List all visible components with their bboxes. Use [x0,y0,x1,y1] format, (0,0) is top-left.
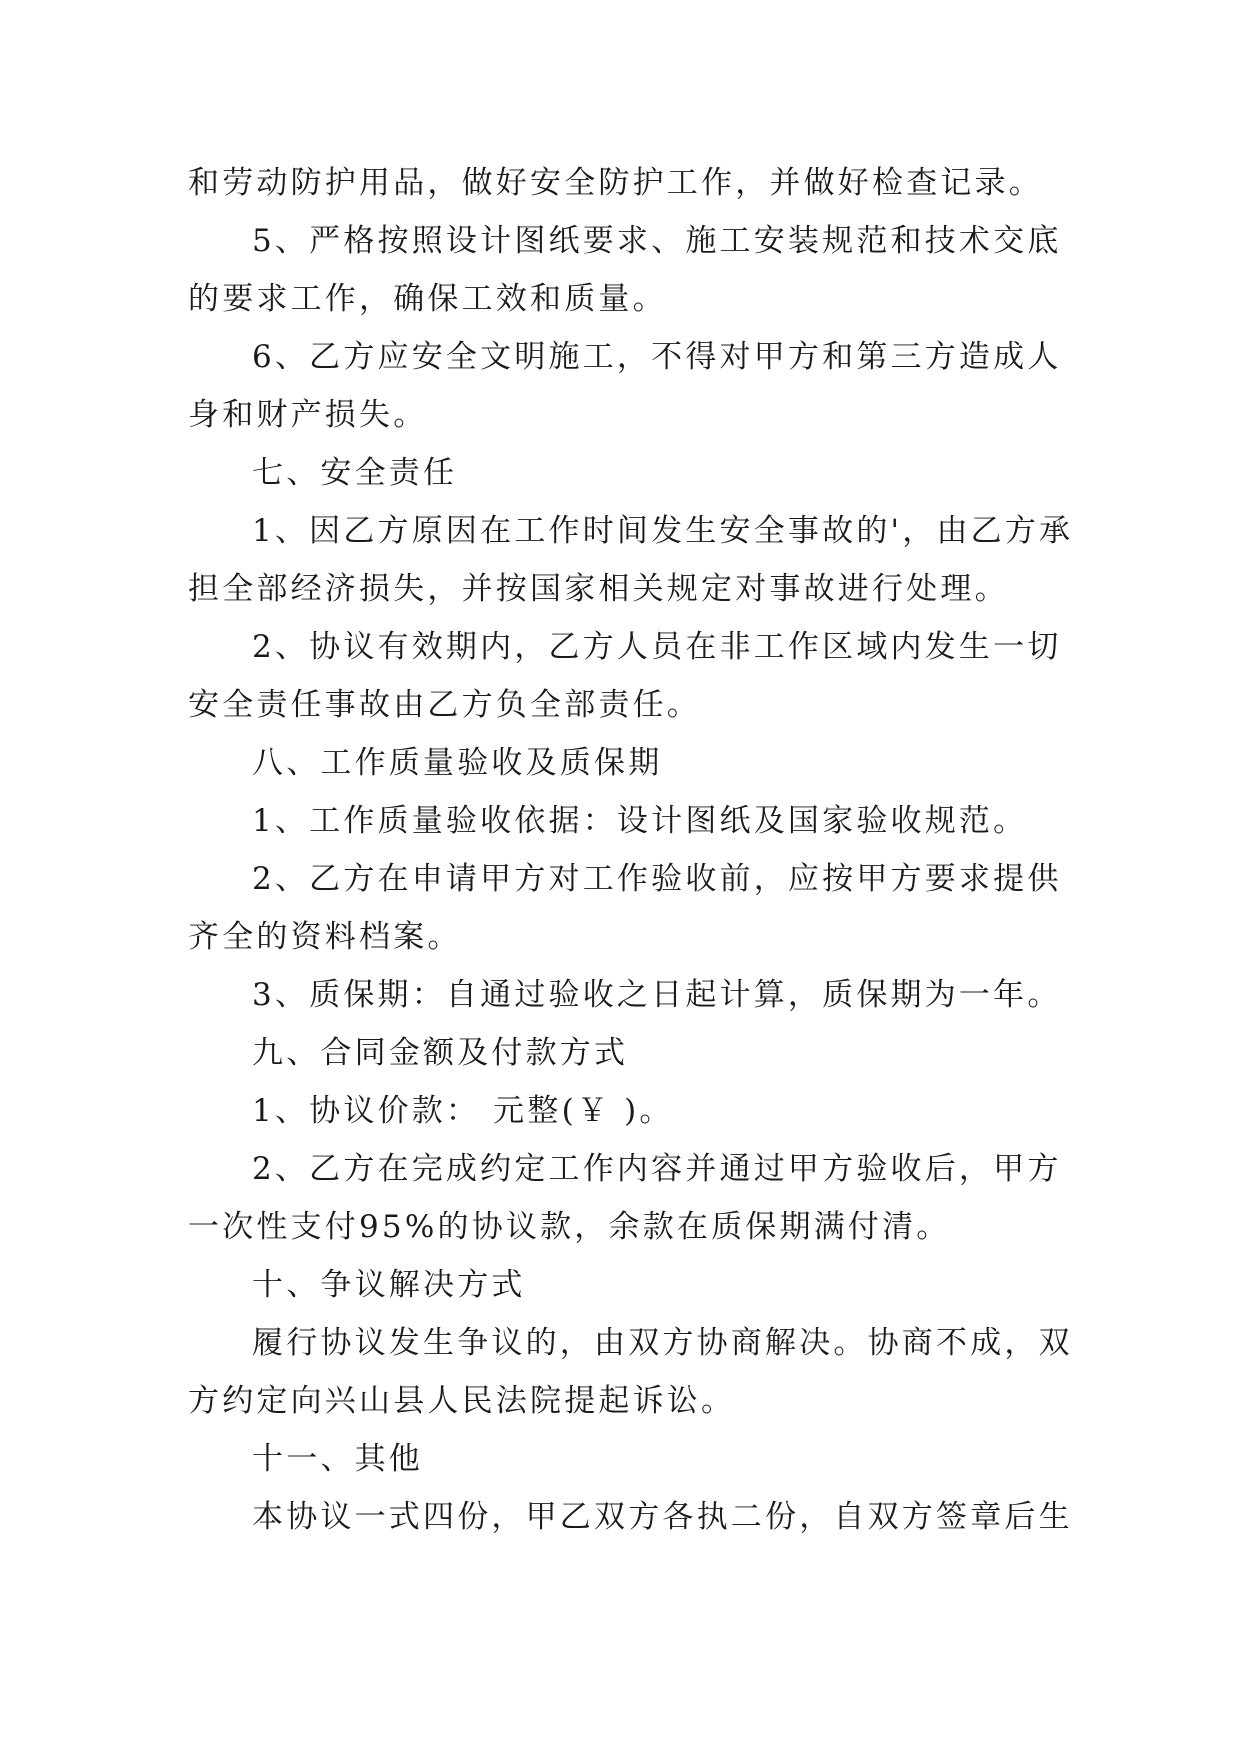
document-body [188,154,1074,1546]
text-line: 一次性支付95%的协议款，余款在质保期满付清。 [188,1209,951,1245]
text-line: 3、质保期：自通过验收之日起计算，质保期为一年。 [252,977,1062,1013]
text-line: 方约定向兴山县人民法院提起诉讼。 [188,1383,736,1419]
section-heading: 九、合同金额及付款方式 [252,1035,629,1071]
text-line: 2、乙方在申请甲方对工作验收前，应按甲方要求提供 [252,861,1062,897]
text-line: 身和财产损失。 [188,397,428,433]
text-line: 安全责任事故由乙方负全部责任。 [188,687,701,723]
section-heading: 十一、其他 [252,1441,423,1477]
text-line: 6、乙方应安全文明施工，不得对甲方和第三方造成人 [252,339,1062,375]
section-heading: 七、安全责任 [252,455,458,491]
text-line: 本协议一式四份，甲乙双方各执二份，自双方签章后生 [252,1499,1073,1535]
text-line: 5、严格按照设计图纸要求、施工安装规范和技术交底 [252,223,1062,259]
text-line: 担全部经济损失，并按国家相关规定对事故进行处理。 [188,571,1009,607]
section-heading: 十、争议解决方式 [252,1267,526,1303]
text-line: 履行协议发生争议的，由双方协商解决。协商不成，双 [252,1325,1073,1361]
text-line: 1、因乙方原因在工作时间发生安全事故的'，由乙方承 [252,513,1074,549]
text-line: 2、协议有效期内，乙方人员在非工作区域内发生一切 [252,629,1062,665]
text-line: 齐全的资料档案。 [188,919,462,955]
text-line: 的要求工作，确保工效和质量。 [188,281,667,317]
text-line: 1、协议价款： 元整(￥ )。 [252,1093,674,1129]
text-line: 和劳动防护用品，做好安全防护工作，并做好检查记录。 [188,165,1043,201]
text-line: 1、工作质量验收依据：设计图纸及国家验收规范。 [252,803,1028,839]
text-line: 2、乙方在完成约定工作内容并通过甲方验收后，甲方 [252,1151,1062,1187]
section-heading: 八、工作质量验收及质保期 [252,745,663,781]
